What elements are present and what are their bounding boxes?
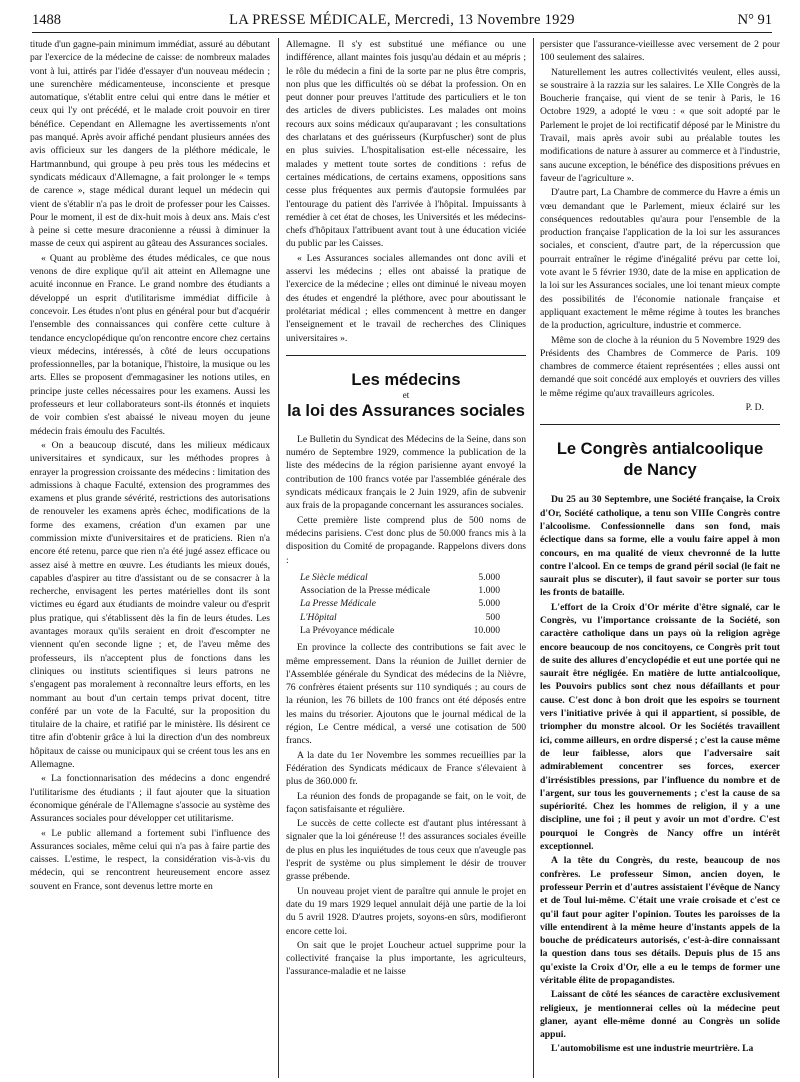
section-heading-line: Le Congrès antialcoolique: [556, 440, 764, 459]
paragraph: L'effort de la Croix d'Or mérite d'être signalé, car le Congrès, vu l'importance croissante de la Société, son caractère catholique dans un pays où la religion agrège encore beaucoup de nos concitoyens, ce Congrès prit tout de suite des allures d'encyclopédie et eut une portée qui ne saurait être négligée. En matière de lutte antialcoolique, les Pouvoirs publics sont chez nous défaillants et pour cause. C'est donc à bon droit que les espoirs se tournent vers l'initiative privée à qui il appartient, si possible, de triompher du monstre alcool. Or les Sociétés travaillent ici, comme ailleurs, en ordre dispersé ; c'est la cause même de leur faiblesse, alors que l'adversaire sait admirablement concentrer ses forces, exercer d'irrésistibles pressions, par l'influence du nombre et de l'argent, sur tous les gouvernements ; c'est la cause de sa supériorité. Chez les hommes de religion, il y a une discipline, une foi ; il peut y avoir un mot d'ordre. C'est pourquoi le Congrès de Nancy offre un intérêt exceptionnel.: [540, 601, 780, 853]
paragraph: En province la collecte des contributions se fait avec le même empressement. Dans la réunion de Juillet dernier de l'Assemblée générale du Syndicat des médecins de la Nièvre, 76 confrères étaient présents sur 110 syndiqués ; au cours de la réunion, les 76 billets de 100 francs ont été déposés entre les mains du trésorier. Ajoutons que le journal médical de la région, Le Centre médical, a versé une cotisation de 500 francs.: [286, 642, 526, 747]
section-divider: [286, 355, 526, 356]
paragraph: A la tête du Congrès, du reste, beaucoup de nos confrères. Le professeur Simon, ancien doyen, le professeur Perrin et d'autres assistaient l'évêque de Nancy et de Toul lui-même. C'était une vraie croisade et c'est ce qu'il faut pour agiter l'opinion. Toutes les paroisses de la ville entendirent à la même heure d'instants appels de la bouche de prédicateurs autorisés, c'est-à-dire connaissant la question dans tous ses détails. Depuis plus de 15 ans qu'existe la Croix d'Or, elle a eu le temps de former une véritable élite de propagandistes.: [540, 855, 780, 986]
paragraph: Du 25 au 30 Septembre, une Société française, la Croix d'Or, Société catholique, a tenu son VIIIe Congrès contre l'alcoolisme. Confessionnelle dans son fond, mais éclectique dans sa forme, elle a voulu faire appel à mon concours, en ma qualité de vieux chevronné de la lutte contre l'alcool. En ce temps de grand péril social (le fait ne saurait plus se discuter), il faut savoir se porter sur tous les fronts de bataille.: [540, 494, 780, 599]
paragraph: La réunion des fonds de propagande se fait, on le voit, de façon satisfaisante et régulière.: [286, 790, 526, 815]
paragraph: D'autre part, La Chambre de commerce du Havre a émis un vœu demandant que le Parlement, mieux éclairé sur les conséquences redoutables qu'aura pour l'ensemble de la production française l'application de la loi sur les assurances sociales, et conscient, d'autre part, de la répercussion que pourrait entraîner le régime d'inégalité prévu par cette loi, vote avant le 5 février 1930, date de la mise en application de la loi sur les Assurances sociales, une loi tenant mieux compte des possibilités de l'économie nationale française et appliquant exactement le même régime à toutes les branches de la production, agriculture, industrie et commerce.: [540, 187, 780, 332]
paragraph: Allemagne. Il s'y est substitué une méfiance ou une indifférence, allant maintes fois jusqu'au dédain et au mépris ; le rôle du médecin a fini de la sorte par ne plus être compris, non plus que les difficultés où se débat la profession. On en peut donner pour preuves l'attitude des particuliers et le ton des articles de divers publicistes. Les malades ont moins recours aux soins médicaux qu'auparavant ; les consultations des charlatans et des guérisseurs (Kurpfuscher) sont de plus en plus suivies. L'hospitalisation est-elle nécessaire, les malades y mettent toute sortes de conditions : refus de certaines médications, de certains examens, oppositions sans cesse plus fréquentes aux permis d'autopsie formulées par l'entourage du patient dès l'arrivée à l'hôpital. Impuissants à remédier à cet état de choses, les Universités et les médecins-chefs d'hôpitaux l'attribuent avant tout à une éducation viciée du public par les Caisses.: [286, 39, 526, 250]
journal-title: LA PRESSE MÉDICALE, Mercredi, 13 Novembre 1929: [229, 12, 575, 28]
section-divider: [540, 424, 780, 425]
paragraph: On sait que le projet Loucheur actuel supprime pour la collectivité française la plus importante, les agriculteurs, l'assurance-maladie et ne laisse: [286, 939, 526, 978]
paragraph: Laissant de côté les séances de caractère exclusivement religieux, je mentionnerai celles où la médecine peut glaner, ayant elle-même donné au Congrès un solide appui.: [540, 989, 780, 1041]
section-heading-conjunction: et: [402, 389, 410, 400]
donation-item: La Prévoyance médicale 10.000: [300, 624, 500, 636]
paragraph: Naturellement les autres collectivités veulent, elles aussi, se soustraire à la razzia sur les salaires. Le XIIe Congrès de la Boucherie française, qui vient de se tenir à Paris, le 16 Octobre 1929, a adopté le vœu : « que soit adopté par le Parlement le projet de loi rectificatif déposé par le Ministre du Travail, mais après avoir subi au préalable toutes les modifications de nature à assurer au commerce et à l'industrie, sans aucune exception, le bénéfice des dispositions prévues en faveur de l'agriculture ».: [540, 66, 780, 184]
column-rule: [278, 38, 279, 1078]
signature: P. D.: [745, 402, 764, 414]
paragraph: Un nouveau projet vient de paraître qui annule le projet en date du 19 mars 1929 lequel annulait déjà une partie de la loi du 5 avril 1928. D'autres projets, soyons-en sûrs, modifieront encore cette loi.: [286, 885, 526, 937]
page-header: [32, 10, 772, 33]
paragraph: Le succès de cette collecte est d'autant plus intéressant à signaler que la loi généreuse !! des assurances sociales éveille de plus en plus les inquiétudes de tous ceux que n'aveugle pas l'esprit de système ou plus simplement le désir de trouver grasse prébende.: [286, 818, 526, 883]
column-2: [286, 38, 526, 1076]
donation-item: La Presse Médicale 5.000: [300, 598, 500, 610]
column-rule: [533, 38, 534, 1078]
paragraph: « Quant au problème des études médicales, ce que nous venons de dire explique qu'il ait atteint en Allemagne une acuité inconnue en France. Le grand nombre des étudiants a développé un esprit d'utilitarisme immédiat difficile à concevoir. Les études n'ont plus en général pour but d'acquérir l'ensemble des connaissances qui confère cette culture à tendance encyclopédique qu'on rencontre encore chez certains vieux médecins, intéressés, à côté de leurs occupations professionnelles, par la botanique, l'histoire, la musique ou les arts. Elles se proposent d'emmagasiner les notions utiles, en principe juste celles nécessaires pour les examens. Aussi les professeurs et leur collaborateurs sont-ils étonnés et inquiets de voir combien s'est abaissé le niveau moyen du jeune médecin frais émoulu des Facultés.: [30, 252, 270, 437]
donation-list: [300, 571, 526, 637]
article-body: [540, 493, 780, 1055]
column-3: [540, 38, 780, 1076]
paragraph: Cette première liste comprend plus de 500 noms de médecins parisiens. C'est donc plus de 50.000 francs mis à la disposition du Comité de propagande. Rappelons divers dons :: [286, 514, 526, 566]
paragraph: « Le public allemand a fortement subi l'influence des Assurances sociales, même celui qui n'a pas à faire partie des caisses. L'estime, le respect, la considération vis-à-vis du médecin, qui se rencontrent heureusement encore assez souvent en France, sont devenus lettre morte en: [30, 827, 270, 892]
section-heading: [540, 439, 780, 481]
paragraph: « La fonctionnarisation des médecins a donc engendré l'utilitarisme des étudiants ; il faut ajouter que la situation économique générale de l'Allemagne s'associe au système des Assurances sociales pour développer cet utilitarisme.: [30, 773, 270, 825]
paragraph: Même son de cloche à la réunion du 5 Novembre 1929 des Présidents des Chambres de Commerce de Paris. 109 chambres de commerce étaient représentées ; elles aussi ont demandé que soit concédé aux employés et ouvriers des villes le même régime qu'aux travailleurs agricoles.: [540, 334, 780, 399]
donation-item: Association de la Presse médicale 1.000: [300, 585, 500, 597]
paragraph: « On a beaucoup discuté, dans les milieux médicaux universitaires et syndicaux, sur les méthodes propres à enrayer la progression croissante des médecins : limitation des admissions à chaque Faculté, extension des programmes des examens et plus grande sévérité, restrictions des autorisations de renouveler les examens après échec, modifications de la forme des examens, création d'un examen par une commission mixte d'universitaires et de praticiens. Rien n'a encore été retenu, parce que rien n'a été jugé assez efficace ou assez aisé à mettre en œuvre. Les étudiants les mieux doués, capables d'aspirer au titre d'assistant ou de se consacrer à la recherche, envisagent les pertes matérielles dont ils sont victimes eu égard aux étudiants de moindre valeur ou d'esprit plus pratique, qui s'établissent dès la fin de leurs études. Les avantages moraux qu'ils seraient en droit d'escompter ne viennent qu'en seconde ligne ; et, de l'aveu même des professeurs, ils n'acceptent plus de fonctions dans les cliniques ou instituts scientifiques si leurs patrons ne s'engagent pas moralement à reconnaître leurs efforts, en les nommant au bout d'un certain temps privat docent, titre conféré par un vote de la Faculté, sur la proposition du titulaire de la chaire, et ratifié par le ministère. Ils désirent ce titre afin d'obtenir grâce à lui la direction d'un des nombreux hôpitaux de caisse ou municipaux qui se créent tous les ans en Allemagne.: [30, 439, 270, 771]
paragraph: A la date du 1er Novembre les sommes recueillies par la Fédération des Syndicats médicaux de France s'élevaient à plus de 360.000 fr.: [286, 749, 526, 788]
section-heading: Les médecins: [351, 370, 461, 389]
column-1: [30, 38, 270, 1076]
paragraph: persister que l'assurance-vieillesse avec versement de 2 pour 100 seulement des salaires.: [540, 39, 780, 64]
paragraph: L'automobilisme est une industrie meurtrière. La: [551, 1043, 754, 1055]
issue-number: N° 91: [737, 12, 772, 28]
paragraph: titude d'un gagne-pain minimum immédiat, assuré au débutant par l'exercice de la médecine de caisse: de nombreux malades vont à lui, attirés par l'idée d'essayer d'un nouveau médecin ; une surenchère médicamenteuse, inconsciente et presque automatique, s'établit entre celui qui entre dans le métier et ceux qui l'y ont précédé, et le malade croit pouvoir en tirer bénéfice. Cependant en Allemagne les avertissements n'ont pas manqué. Après avoir affiché pendant plusieurs années des avis officieux sur les dangers de la pléthore médicale, le Hartmannbund, qui groupe à peu près tous les médecins et syndicats médicaux d'Allemagne, a fait prolonger le « temps de carence », stage médical durant lequel un médecin qui vient de s'établir n'a pas le droit de professer pour les Caisses. Pour le moment, il est de dix-huit mois à deux ans. Mais c'est à peine si cette mesure draconienne a réussi à diminuer la masse de ceux qui aspirent au gâteau des Assurances sociales.: [30, 39, 270, 250]
donation-item: Le Siècle médical 5.000: [300, 571, 500, 583]
page-number: 1488: [32, 12, 61, 28]
paragraph: Le Bulletin du Syndicat des Médecins de la Seine, dans son numéro de Septembre 1929, commence la publication de la liste des médecins de la région parisienne ayant envoyé la contribution de 100 francs votée par l'assemblée générale des syndicats médicaux français le 2 Juin 1929, afin de subvenir aux frais de la propagande concernant les assurances sociales.: [286, 433, 526, 512]
section-heading-line: de Nancy: [623, 461, 697, 480]
section-heading: la loi des Assurances sociales: [287, 401, 525, 420]
donation-item: L'Hôpital 500: [300, 611, 500, 623]
paragraph: « Les Assurances sociales allemandes ont donc avili et asservi les médecins ; elles ont abaissé la pratique de l'exercice de la médecine ; elles ont diminué le niveau moyen des études et engendré la pléthore, avec pour aboutissant le prolétariat médical ; elles commencent à mettre en danger l'enseignement et le travail de recherches des Cliniques universitaires ».: [286, 252, 526, 344]
